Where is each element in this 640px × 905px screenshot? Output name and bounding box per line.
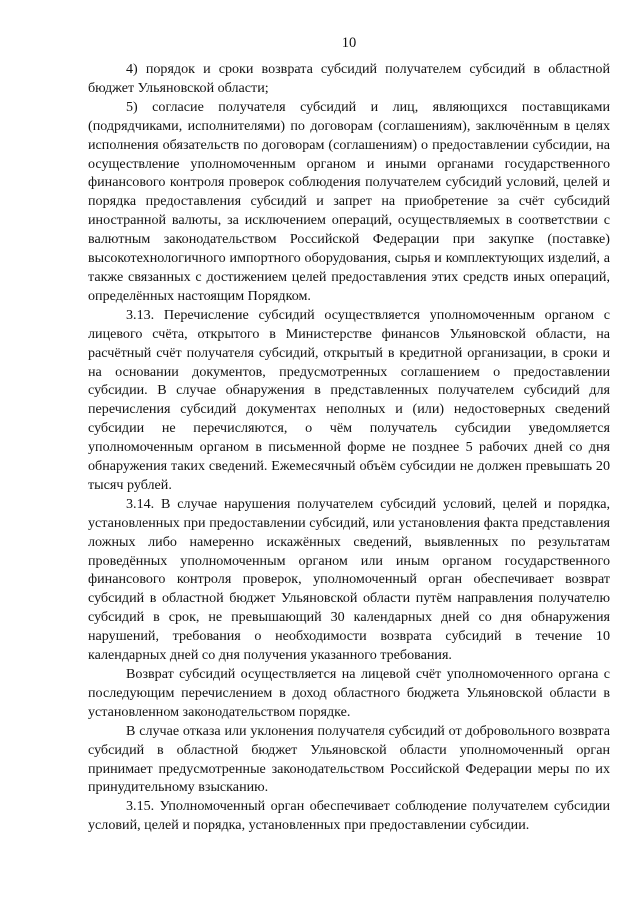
paragraph-item-4: 4) порядок и сроки возврата субсидий получателем субсидий в областной бюджет Ульяновской области; (88, 61, 610, 96)
paragraph-item-5: 5) согласие получателя субсидий и лиц, являющихся поставщиками (подрядчиками, исполнителями) по договорам (соглашениям), заключённым в целях исполнения обязательств по договорам (соглашениям) о предоставлении субсидии, на осуществление уполномоченным органом и иными органами государственного финансового контроля проверок соблюдения получателем субсидий условий, целей и порядка предоставления субсидий и запрет на приобретение за счёт субсидий иностранной валюты, за исключением операций, осуществляемых в соответствии с валютным законодательством Российской Федерации при закупке (поставке) высокотехнологичного импортного оборудования, сырья и комплектующих изделий, а также связанных с достижением целей предоставления этих средств иных операций, определённых настоящим Порядком. (88, 98, 610, 304)
document-body (88, 60, 610, 835)
paragraph-3-14: 3.14. В случае нарушения получателем субсидий условий, целей и порядка, установленных при предоставлении субсидий, или установления факта представления ложных либо намеренно искажённых сведений, выявленных по результатам проведённых уполномоченным органом или иным органом государственного финансового контроля проверок, уполномоченный орган обеспечивает возврат субсидий в областной бюджет Ульяновской области путём направления получателю субсидий в срок, не превышающий 30 календарных дней со дня обнаружения нарушений, требования о необходимости возврата субсидий в течение 10 календарных дней со дня получения указанного требования. (88, 495, 610, 664)
paragraph-3-15: 3.15. Уполномоченный орган обеспечивает соблюдение получателем субсидии условий, целей и порядка, установленных при предоставлении субсидии. (88, 798, 610, 834)
document-page (88, 34, 610, 835)
paragraph-3-13: 3.13. Перечисление субсидий осуществляется уполномоченным органом с лицевого счёта, открытого в Министерстве финансов Ульяновской области, на расчётный счёт получателя субсидий, открытый в кредитной организации, в сроки и на основании документов, предусмотренных соглашением о предоставлении субсидии. В случае обнаружения в представленных получателем субсидий для перечисления субсидий документах неполных и (или) недостоверных сведений субсидии не перечисляются, о чём получатель субсидии уведомляется уполномоченным органом в письменной форме не позднее 5 рабочих дней со дня обнаружения таких сведений. Ежемесячный объём субсидии не должен превышать 20 тысяч рублей. (88, 306, 610, 493)
paragraph-refund: Возврат субсидий осуществляется на лицевой счёт уполномоченного органа с последующим перечислением в доход областного бюджета Ульяновской области в установленном законодательством порядке. (88, 666, 610, 720)
page-number: 10 (341, 35, 357, 51)
paragraph-refusal: В случае отказа или уклонения получателя субсидий от добровольного возврата субсидий в областной бюджет Ульяновской области уполномоченный орган принимает предусмотренные законодательством Российской Федерации меры по их принудительному взысканию. (88, 722, 610, 796)
